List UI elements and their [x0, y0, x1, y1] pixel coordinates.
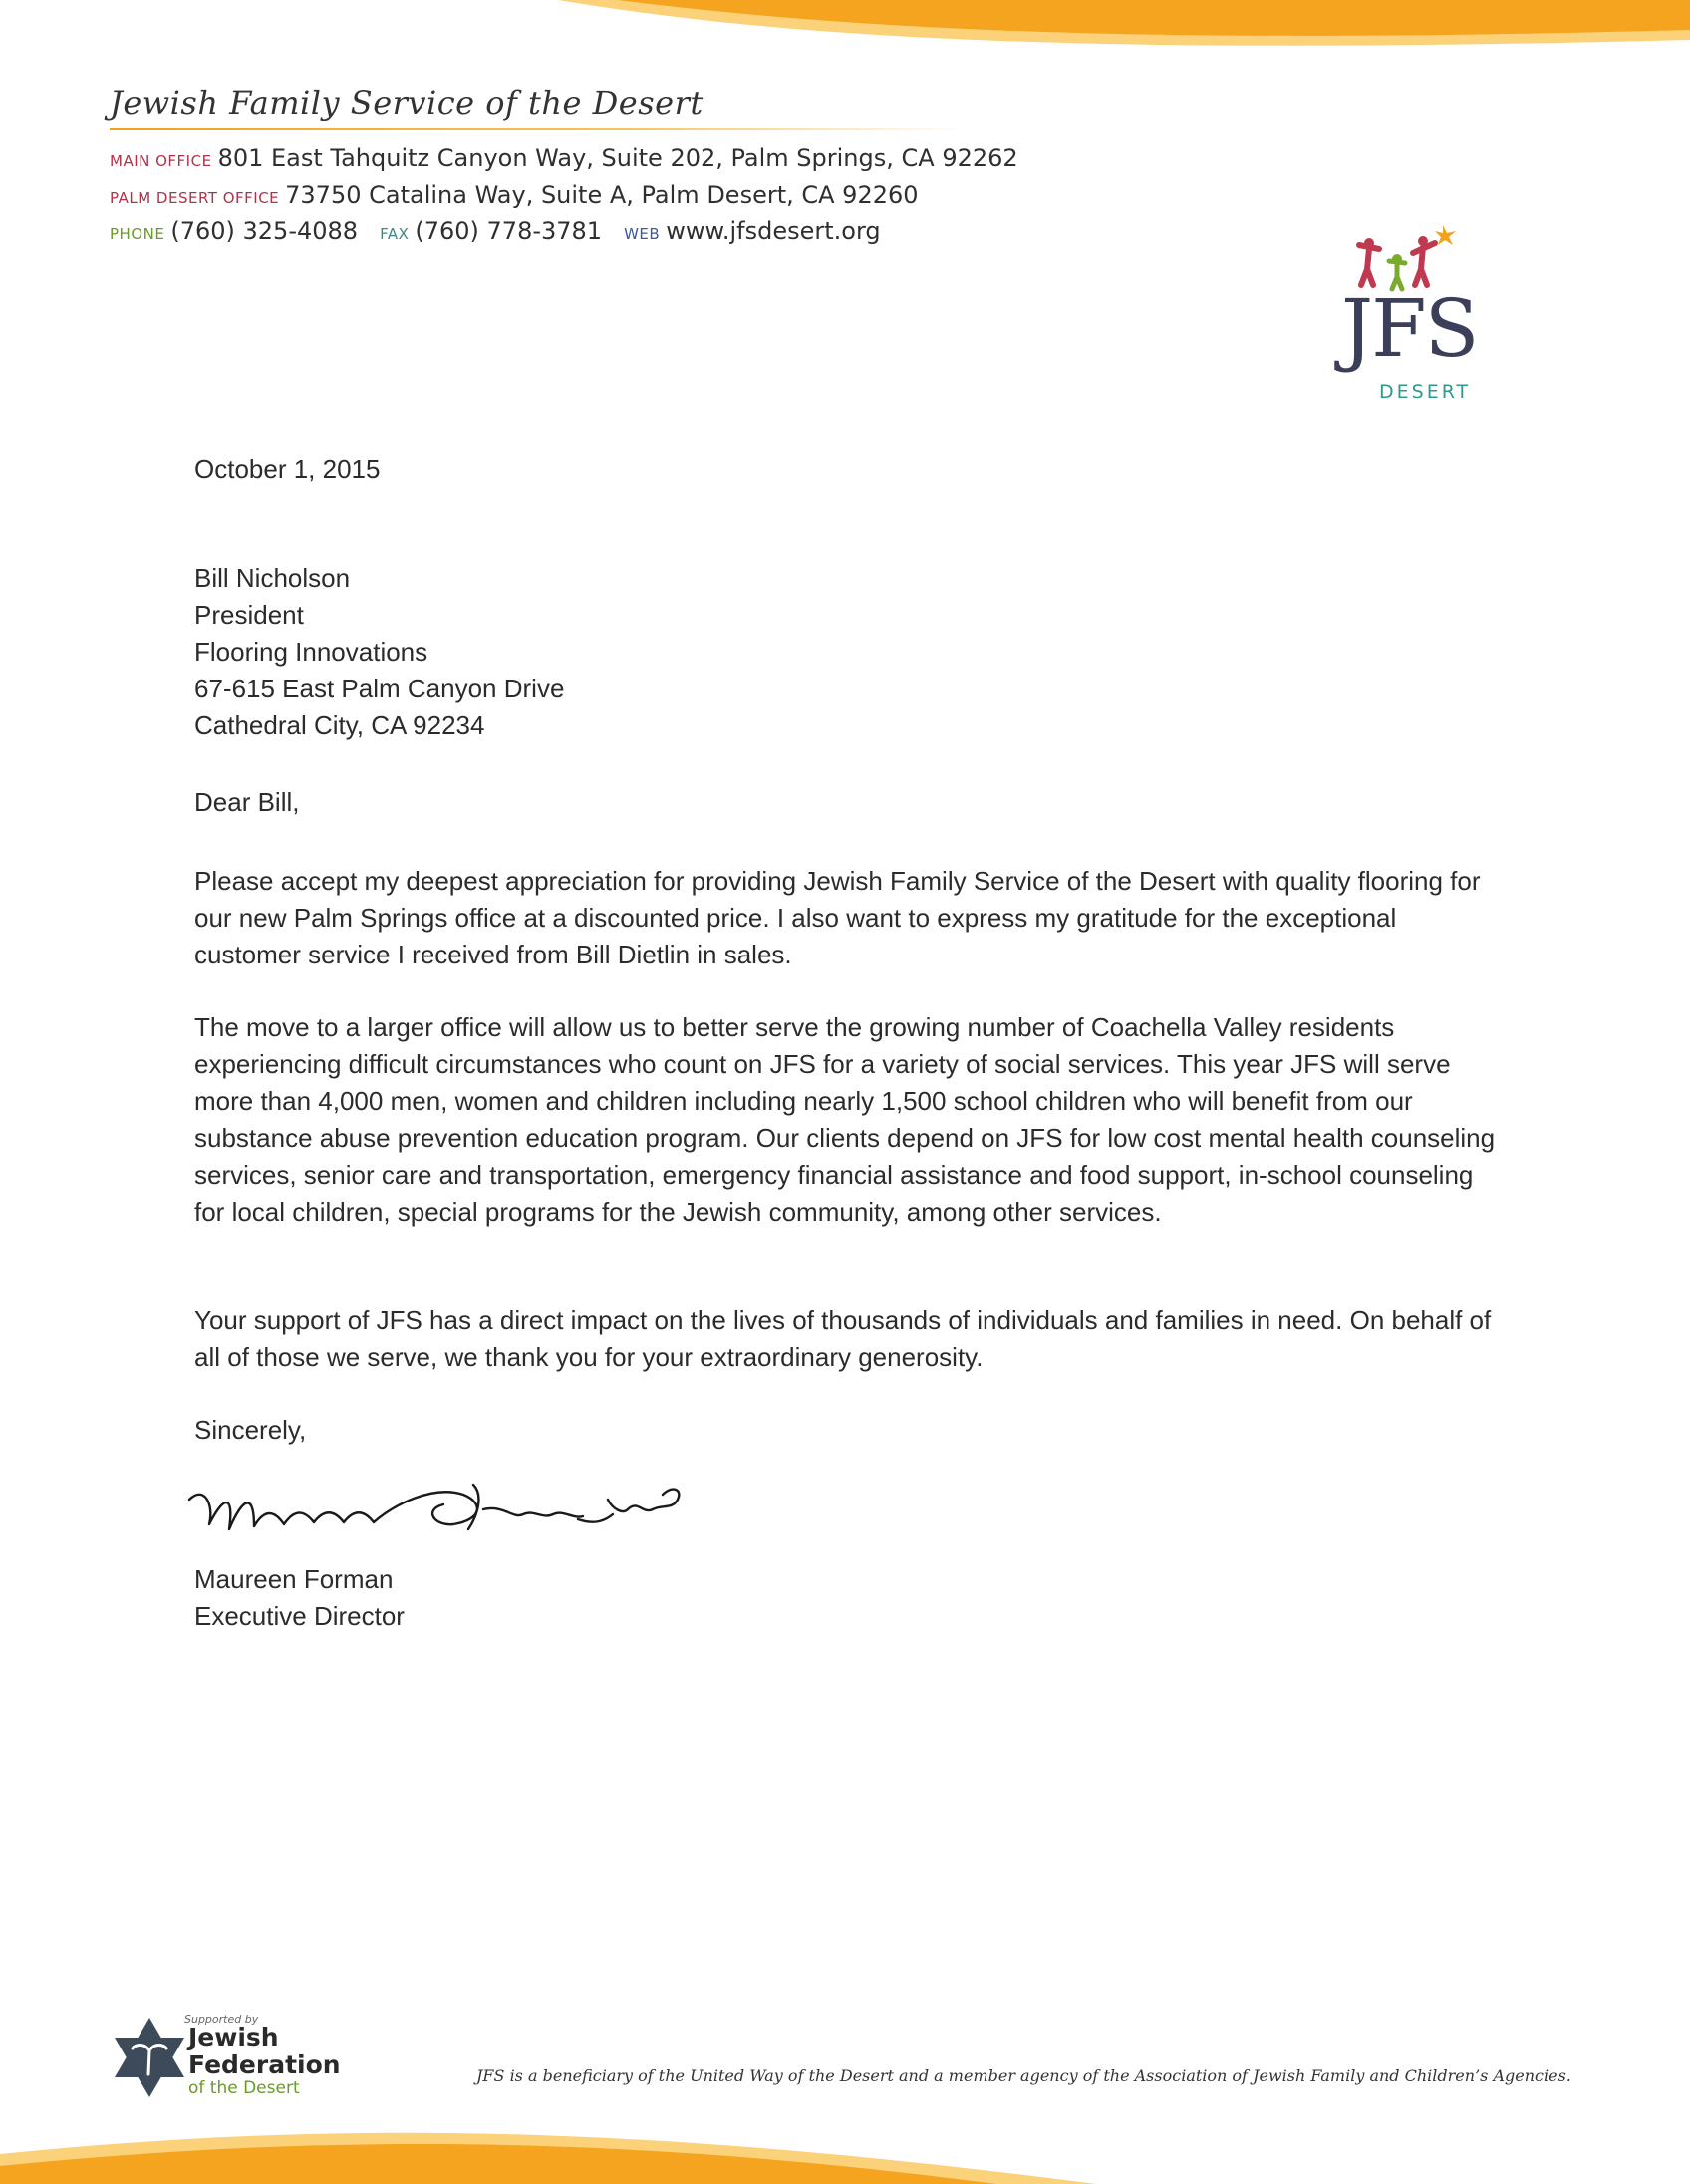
bottom-wave-decoration	[0, 2114, 1690, 2184]
recipient-street: 67-615 East Palm Canyon Drive	[194, 674, 565, 703]
fax-number: (760) 778-3781	[415, 217, 603, 245]
palm-desert-office-label: PALM DESERT OFFICE	[110, 189, 280, 207]
signer-title: Executive Director	[194, 1601, 405, 1631]
handwritten-signature	[184, 1465, 703, 1554]
letter-date: October 1, 2015	[194, 454, 381, 484]
logo-wordmark: JFS	[1341, 282, 1478, 375]
palm-desert-office-address: 73750 Catalina Way, Suite A, Palm Desert, CA 92260	[285, 181, 919, 209]
signer-name: Maureen Forman	[194, 1564, 394, 1594]
phone-label: PHONE	[110, 225, 165, 243]
federation-name-line2: Federation	[188, 2050, 341, 2079]
main-office-line	[110, 144, 1018, 172]
main-office-address: 801 East Tahquitz Canyon Way, Suite 202, Palm Springs, CA 92262	[217, 144, 1018, 172]
main-office-label: MAIN OFFICE	[110, 152, 212, 170]
website-link[interactable]: www.jfsdesert.org	[666, 217, 881, 245]
salutation: Dear Bill,	[194, 787, 300, 817]
top-wave-decoration	[0, 0, 1690, 80]
federation-supported-by: Supported by	[184, 2013, 259, 2026]
organization-name: Jewish Family Service of the Desert	[110, 84, 704, 122]
web-label: WEB	[624, 225, 661, 243]
recipient-city: Cathedral City, CA 92234	[194, 710, 485, 740]
federation-name-line3: of the Desert	[188, 2078, 300, 2098]
federation-name-line1: Jewish	[188, 2023, 279, 2051]
contact-line	[110, 217, 881, 245]
paragraph-3: Your support of JFS has a direct impact on the lives of thousands of individuals and families in need. On behalf of all of those we serve, we thank you for your extraordinary generosity.	[194, 1305, 1492, 1372]
fax-label: FAX	[380, 225, 410, 243]
recipient-title: President	[194, 600, 304, 630]
paragraph-1: Please accept my deepest appreciation for providing Jewish Family Service of the Desert with quality flooring for our new Palm Springs office at a discounted price. I also want to express my gratitude for the exceptional customer service I received from Bill Dietlin in sales.	[194, 866, 1481, 969]
jewish-federation-logo	[105, 2013, 364, 2112]
jfs-desert-logo	[1335, 219, 1495, 409]
recipient-name: Bill Nicholson	[194, 563, 351, 593]
palm-desert-office-line	[110, 181, 919, 209]
paragraph-2: The move to a larger office will allow us to better serve the growing number of Coachella Valley residents experiencing difficult circumstances who count on JFS for a variety of social services. This year JFS will serve more than 4,000 men, women and children including nearly 1,500 school children who will benefit from our substance abuse prevention education program. Our clients depend on JFS for low cost mental health counseling services, senior care and transportation, emergency financial assistance and food support, in-school counseling for local children, special programs for the Jewish community, among other services.	[194, 1012, 1496, 1227]
logo-subtitle: DESERT	[1379, 381, 1472, 403]
star-of-david-icon	[105, 2013, 194, 2102]
header-rule	[110, 128, 967, 130]
closing: Sincerely,	[194, 1415, 307, 1445]
recipient-company: Flooring Innovations	[194, 637, 428, 667]
phone-number: (760) 325-4088	[170, 217, 359, 245]
footer-note: JFS is a beneficiary of the United Way of the Desert and a member agency of the Association of Jewish Family and Children’s Agencies.	[476, 2066, 1571, 2085]
